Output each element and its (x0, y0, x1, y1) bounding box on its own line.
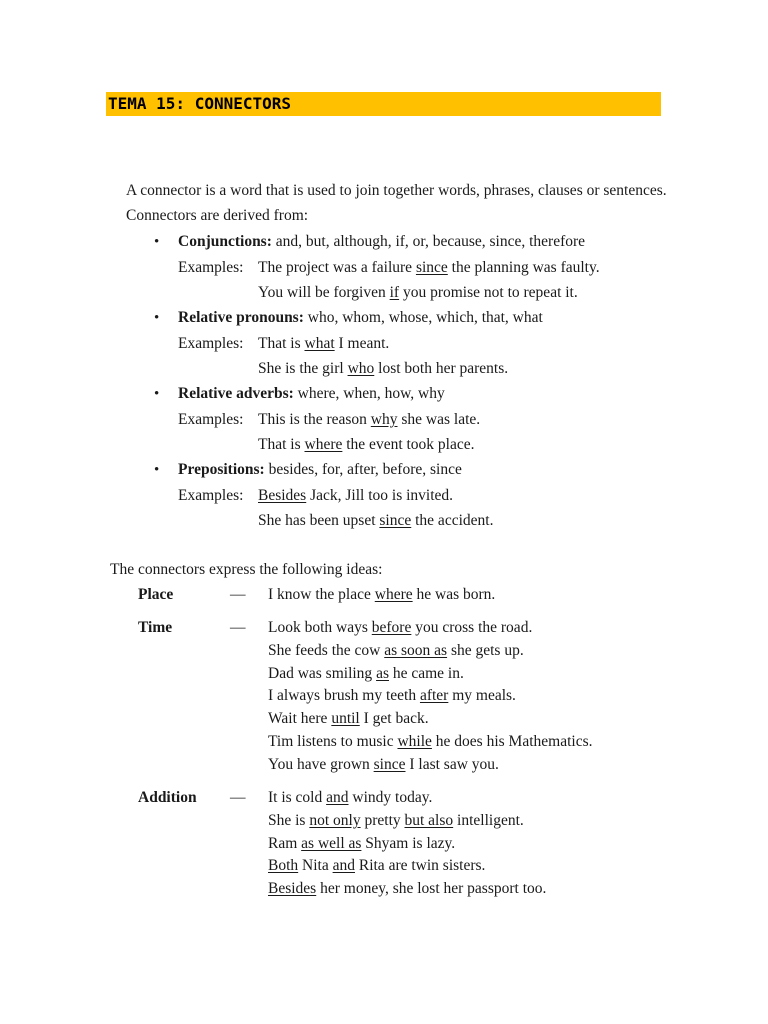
connector-word: but also (404, 811, 454, 829)
sentence-text: pretty (360, 811, 405, 829)
example-text: The project was a failure (258, 259, 416, 276)
sentence-text: She feeds the cow (268, 641, 385, 659)
connector-word: before (371, 619, 412, 636)
sentence-text: I last saw you. (405, 755, 499, 773)
idea-dash: — (230, 586, 246, 603)
category-words: who, whom, whose, which, that, what (303, 309, 543, 326)
example-sentence (258, 258, 600, 278)
sentence-text: I know the place (268, 586, 375, 603)
idea-label-text: Addition (138, 789, 197, 806)
example-text: You will be forgiven (258, 284, 390, 301)
category-words: and, but, although, if, or, because, since, therefore (271, 233, 586, 250)
sentence-text: he was born. (412, 586, 496, 603)
example-sentence (258, 283, 578, 303)
connector-word: and (332, 857, 355, 875)
example-text: the event took place. (342, 436, 475, 453)
example-text: I meant. (334, 335, 390, 352)
example-sentence (258, 486, 453, 506)
example-text: the accident. (411, 512, 494, 529)
sentence-text: I always brush my teeth (268, 687, 420, 705)
connector-word: as well as (301, 834, 362, 852)
page-title: TEMA 15: CONNECTORS (106, 92, 661, 116)
idea-sentence (268, 856, 485, 876)
connector-word: Both (268, 857, 299, 875)
example-sentence (258, 359, 508, 379)
bullet-icon: • (154, 386, 160, 402)
sentence-text: she gets up. (447, 641, 524, 659)
idea-dash: — (230, 619, 246, 636)
connector-word: as soon as (384, 641, 448, 659)
category-heading: Conjunctions: (178, 233, 272, 250)
connector-word: what (304, 335, 335, 352)
example-text: She is the girl (258, 360, 348, 377)
category-words: besides, for, after, before, since (264, 461, 462, 478)
sentence-text: he came in. (388, 664, 464, 682)
connector-word: if (389, 284, 400, 301)
sentence-text: intelligent. (453, 811, 524, 829)
sentence-text: her money, she lost her passport too. (316, 880, 547, 898)
idea-sentence (268, 788, 432, 808)
sentence-text: It is cold (268, 789, 327, 806)
idea-sentence (268, 732, 593, 752)
example-text: This is the reason (258, 411, 371, 428)
example-text: She has been upset (258, 512, 380, 529)
intro-line-2: Connectors are derived from: (126, 207, 309, 224)
idea-label-text: Place (138, 586, 174, 603)
examples-label: Examples: (178, 259, 244, 276)
category-line (178, 460, 462, 480)
category-line (178, 232, 585, 252)
idea-sentence (268, 664, 464, 684)
connector-word: why (370, 411, 398, 428)
examples-label: Examples: (178, 335, 244, 352)
example-text: lost both her parents. (374, 360, 509, 377)
category-heading: Prepositions: (178, 461, 265, 478)
connector-word: while (397, 733, 432, 750)
idea-label (138, 788, 197, 808)
connector-word: where (304, 436, 343, 453)
connector-word: who (347, 360, 375, 377)
example-text: she was late. (397, 411, 481, 428)
idea-sentence (268, 811, 524, 831)
sentence-text: Dad was smiling (268, 664, 377, 682)
sentence-text: Ram (268, 834, 302, 852)
sentence-text: Tim listens to music (268, 733, 398, 750)
example-text: That is (258, 436, 305, 453)
idea-sentence (268, 755, 499, 775)
connector-word: not only (309, 811, 361, 829)
idea-sentence (268, 585, 495, 605)
example-text: the planning was faulty. (447, 259, 600, 276)
example-sentence (258, 334, 389, 354)
idea-sentence (268, 879, 546, 899)
category-heading: Relative pronouns: (178, 309, 304, 326)
sentence-text: Nita (298, 857, 333, 875)
example-sentence (258, 435, 475, 455)
example-text: That is (258, 335, 305, 352)
idea-label (138, 618, 172, 638)
sentence-text: You have grown (268, 755, 374, 773)
ideas-intro: The connectors express the following ideas: (110, 561, 383, 578)
connector-word: since (373, 755, 406, 773)
category-line (178, 384, 445, 404)
sentence-text: windy today. (348, 789, 433, 806)
sentence-text: Rita are twin sisters. (354, 857, 486, 875)
example-sentence (258, 410, 480, 430)
idea-sentence (268, 686, 516, 706)
category-line (178, 308, 543, 328)
sentence-text: She is (268, 811, 310, 829)
idea-label (138, 585, 173, 605)
bullet-icon: • (154, 462, 160, 478)
connector-word: as (376, 664, 389, 682)
connector-word: Besides (268, 880, 317, 898)
idea-label-text: Time (138, 619, 173, 636)
bullet-icon: • (154, 310, 160, 326)
examples-label: Examples: (178, 487, 244, 504)
connector-word: after (419, 687, 449, 705)
idea-sentence (268, 709, 429, 729)
idea-sentence (268, 618, 532, 638)
connector-word: since (379, 512, 412, 529)
bullet-icon: • (154, 234, 160, 250)
sentence-text: Wait here (268, 710, 332, 728)
sentence-text: you cross the road. (411, 619, 533, 636)
sentence-text: Shyam is lazy. (361, 834, 456, 852)
example-text: Jack, Jill too is invited. (306, 487, 454, 504)
connector-word: Besides (258, 487, 307, 504)
idea-sentence (268, 641, 524, 661)
sentence-text: my meals. (448, 687, 516, 705)
connector-word: since (415, 259, 448, 276)
category-words: where, when, how, why (293, 385, 445, 402)
intro-line-1: A connector is a word that is used to join together words, phrases, clauses or sentences. (126, 182, 667, 199)
category-heading: Relative adverbs: (178, 385, 294, 402)
connector-word: until (331, 710, 360, 728)
connector-word: where (374, 586, 413, 603)
sentence-text: I get back. (359, 710, 429, 728)
sentence-text: Look both ways (268, 619, 372, 636)
example-sentence (258, 511, 493, 531)
examples-label: Examples: (178, 411, 244, 428)
idea-sentence (268, 834, 455, 854)
example-text: you promise not to repeat it. (399, 284, 578, 301)
sentence-text: he does his Mathematics. (431, 733, 593, 750)
idea-dash: — (230, 789, 246, 806)
connector-word: and (326, 789, 349, 806)
